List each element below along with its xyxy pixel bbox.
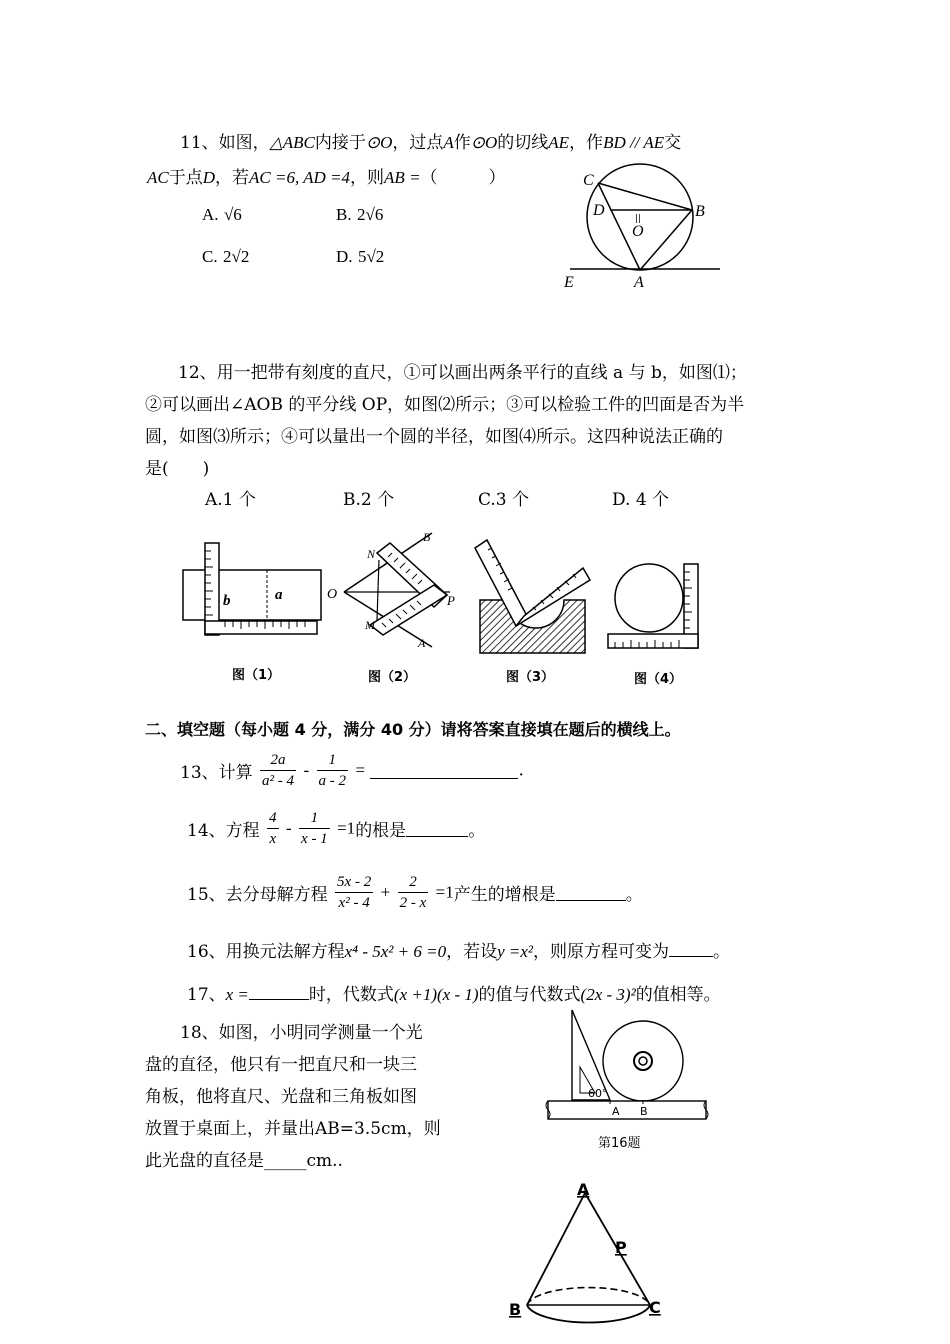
q12-fig2-label-a: A — [418, 636, 426, 650]
cone-label-a: A — [577, 1180, 590, 1199]
q11-label-a: A — [634, 274, 644, 291]
q12-line1: 12、用一把带有刻度的直尺，①可以画出两条平行的直线 a 与 b，如图⑴； — [178, 363, 747, 383]
q12-fig1-label-a: a — [275, 587, 283, 603]
q12-line2: ②可以画出∠AOB 的平分线 OP，如图⑵所示；③可以检验工件的凹面是否为半 — [145, 395, 745, 415]
q12-fig1-caption: 图（1） — [232, 668, 281, 683]
q11-label-c: C — [583, 172, 594, 189]
q18-line1: 18、如图，小明同学测量一个光 — [180, 1023, 423, 1043]
cone-figure — [505, 1175, 670, 1340]
q16: 16、用换元法解方程x⁴ - 5x² + 6 =0，若设y =x²，则原方程可变为 。 — [187, 942, 731, 962]
q11-option-d: D. 5√2 — [336, 247, 385, 266]
q11-label-o: O — [632, 223, 644, 240]
q12-fig2-caption: 图（2） — [368, 670, 417, 685]
q12-fig2-label-n: N — [367, 547, 376, 561]
q11-line2: AC于点D，若AC =6, AD =4，则AB =（ ） — [147, 168, 506, 188]
q18-line5: 此光盘的直径是_____cm.. — [145, 1151, 343, 1171]
q12-figure-3 — [470, 530, 595, 660]
q13: 13、计算 $\frac{2a}{\text{a² - 4}}$ - $\frac{1}{a - 2}$ = . — [180, 752, 524, 789]
q18-caption: 第16题 — [598, 1136, 641, 1151]
section2-title: 二、填空题（每小题 4 分，满分 40 分）请将答案直接填在题后的横线上。 — [145, 720, 681, 739]
q12-figure-4 — [605, 560, 710, 655]
q12-fig1-label-b: b — [223, 593, 231, 609]
q11-mark: || — [635, 214, 642, 224]
q18-disc-figure — [540, 1005, 715, 1155]
q12-figure-1 — [175, 535, 325, 660]
q11-option-b: B. 2√6 — [336, 205, 384, 224]
q12-option-d: D. 4 个 — [612, 490, 670, 510]
q12-line4: 是( ) — [145, 459, 210, 479]
q12-option-a: A.1 个 — [205, 490, 256, 510]
cone-label-c: C — [649, 1298, 661, 1317]
q12-fig2-label-o: O — [327, 587, 338, 602]
q12-fig3-caption: 图（3） — [506, 670, 555, 685]
q18-line4: 放置于桌面上，并量出AB=3.5cm，则 — [145, 1119, 441, 1139]
cone-label-p: P — [615, 1238, 627, 1257]
q12-line3: 圆，如图⑶所示；④可以量出一个圆的半径，如图⑷所示。这四种说法正确的 — [145, 427, 723, 447]
q12-option-b: B.2 个 — [343, 490, 395, 510]
q12-fig2-label-b: B — [423, 530, 431, 544]
q11-label-b: B — [695, 203, 705, 220]
q15: 15、去分母解方程 $\frac{5x - 2}{\text{x² - 4}}$ + $\frac{2}{2 - x}$ =1产生的增根是 。 — [187, 874, 643, 911]
q12-fig2-label-m: M — [365, 618, 375, 632]
q18-line3: 角板，他将直尺、光盘和三角板如图 — [145, 1087, 417, 1107]
q18-label-a: A — [612, 1105, 620, 1118]
q14: 14、方程 $\frac{4}{x}$ - $\frac{1}{x - 1}$ =1的根是 。 — [187, 810, 486, 847]
q12-fig4-caption: 图（4） — [634, 672, 683, 687]
q12-fig2-label-p: P — [447, 593, 455, 608]
q12-option-c: C.3 个 — [478, 490, 530, 510]
q18-label-b: B — [640, 1105, 648, 1118]
q11-label-d: D — [593, 202, 605, 219]
q11-option-a: A. √6 — [202, 205, 242, 224]
q18-angle-label: 60° — [588, 1087, 608, 1100]
q11-option-c: C. 2√2 — [202, 247, 250, 266]
q12-figure-2 — [322, 525, 467, 655]
q18-line2: 盘的直径，他只有一把直尺和一块三 — [145, 1055, 417, 1075]
q17: 17、x = 时，代数式(x +1)(x - 1)的值与代数式(2x - 3)²的值相等。 — [187, 985, 721, 1005]
q11-circle-figure — [555, 155, 735, 295]
q11-line1: 11、如图，△ABC内接于⊙O，过点A作⊙O的切线AE，作BD // AE交 — [180, 133, 682, 153]
cone-label-b: B — [509, 1300, 522, 1319]
q11-label-e: E — [564, 274, 574, 291]
